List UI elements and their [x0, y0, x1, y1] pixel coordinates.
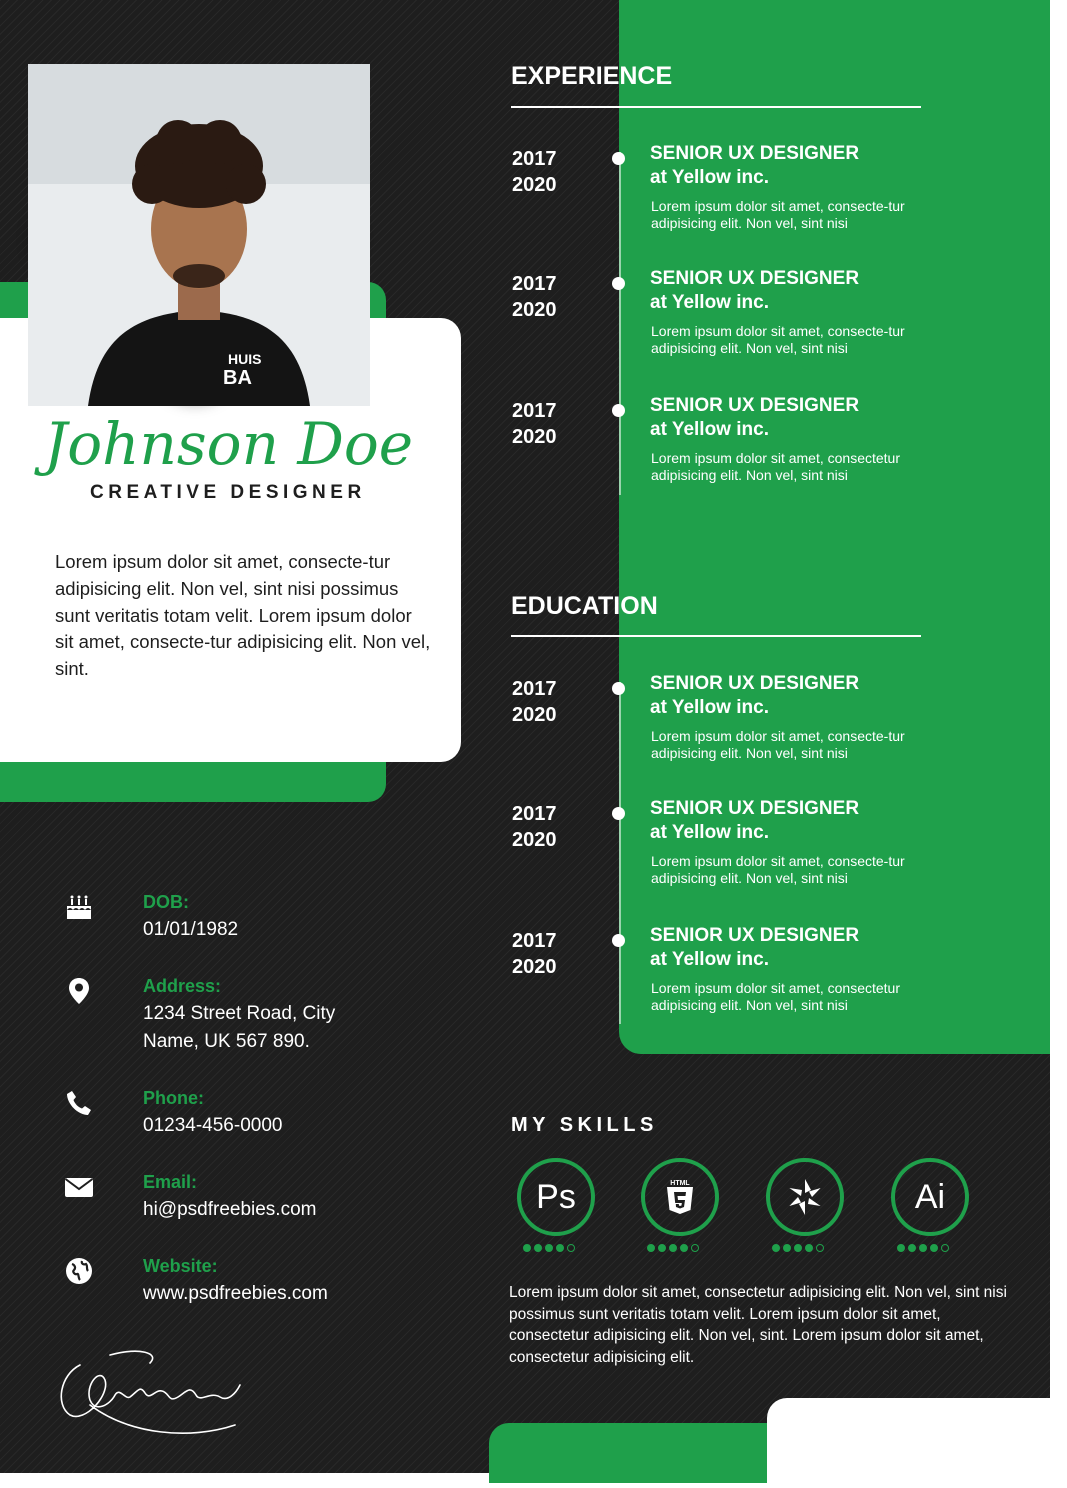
skill-rating: [647, 1244, 699, 1252]
svg-text:HUIS: HUIS: [228, 351, 262, 367]
entry-company: at Yellow inc.: [650, 419, 769, 440]
timeline-dot: [612, 682, 625, 695]
contact-value: www.psdfreebies.com: [143, 1283, 328, 1304]
entry-role: SENIOR UX DESIGNER: [650, 798, 860, 819]
skill-aperture: [766, 1158, 846, 1258]
entry-company: at Yellow inc.: [650, 697, 769, 718]
globe-icon: [64, 1256, 94, 1286]
illustrator-icon: Ai: [891, 1158, 969, 1236]
handwritten-signature-icon: [50, 1345, 250, 1445]
aperture-icon: [766, 1158, 844, 1236]
job-title: CREATIVE DESIGNER: [90, 482, 366, 503]
skill-html5: [641, 1158, 721, 1258]
entry-role: SENIOR UX DESIGNER: [650, 673, 860, 694]
experience-entry: [0, 268, 1050, 391]
html5-icon: [641, 1158, 719, 1236]
entry-years: 2017 2020: [512, 400, 557, 448]
experience-heading: EXPERIENCE: [511, 62, 673, 90]
experience-entry: [0, 143, 1050, 266]
birthday-cake-icon: [64, 892, 94, 922]
entry-role: SENIOR UX DESIGNER: [650, 395, 860, 416]
contact-value: 1234 Street Road, City Name, UK 567 890.: [143, 1003, 336, 1052]
skill-rating: [772, 1244, 824, 1252]
entry-description: Lorem ipsum dolor sit amet, consecte-tur adipisicing elit. Non vel, sint nisi: [651, 198, 905, 231]
location-pin-icon: [64, 976, 94, 1006]
entry-years: 2017 2020: [512, 930, 557, 978]
skill-illustrator: [891, 1158, 971, 1258]
skills-description: Lorem ipsum dolor sit amet, consectetur adipisicing elit. Non vel, sint nisi possimus sunt veritatis totam velit. Lorem ipsum dolor sit amet, consectetur adipisicing elit. Non vel, sint. Lorem ipsum dolor sit amet, consectetur adipisicing elit.: [509, 1284, 1007, 1366]
contact-label: DOB:: [143, 892, 189, 912]
contact-website: [0, 1256, 460, 1326]
contact-label: Email:: [143, 1172, 198, 1192]
svg-text:BA: BA: [223, 367, 252, 389]
phone-icon: [64, 1088, 94, 1118]
entry-description: Lorem ipsum dolor sit amet, consectetur adipisicing elit. Non vel, sint nisi: [651, 980, 900, 1013]
contact-dob: [0, 892, 460, 962]
entry-company: at Yellow inc.: [650, 292, 769, 313]
entry-years: 2017 2020: [512, 273, 557, 321]
timeline-dot: [612, 404, 625, 417]
skill-photoshop: [517, 1158, 597, 1258]
entry-years: 2017 2020: [512, 148, 557, 196]
entry-company: at Yellow inc.: [650, 822, 769, 843]
education-entry: [0, 673, 1050, 796]
contact-label: Website:: [143, 1256, 218, 1276]
timeline-dot: [612, 807, 625, 820]
experience-entry: [0, 395, 1050, 518]
entry-role: SENIOR UX DESIGNER: [650, 925, 860, 946]
entry-years: 2017 2020: [512, 678, 557, 726]
entry-company: at Yellow inc.: [650, 949, 769, 970]
contact-label: Address:: [143, 976, 222, 996]
footer-green-tab: [489, 1423, 809, 1483]
skill-rating: [897, 1244, 949, 1252]
photoshop-icon: Ps: [517, 1158, 595, 1236]
education-heading: EDUCATION: [511, 592, 658, 620]
entry-description: Lorem ipsum dolor sit amet, consecte-tur adipisicing elit. Non vel, sint nisi: [651, 853, 905, 886]
contact-label: Phone:: [143, 1088, 204, 1108]
education-rule: [511, 635, 921, 637]
experience-rule: [511, 106, 921, 108]
entry-description: Lorem ipsum dolor sit amet, consecte-tur adipisicing elit. Non vel, sint nisi: [651, 728, 905, 761]
timeline-dot: [612, 152, 625, 165]
entry-description: Lorem ipsum dolor sit amet, consecte-tur adipisicing elit. Non vel, sint nisi: [651, 323, 905, 356]
skills-heading: MY SKILLS: [511, 1114, 658, 1136]
contact-email: [0, 1172, 460, 1242]
entry-role: SENIOR UX DESIGNER: [650, 268, 860, 289]
svg-text:HTML: HTML: [670, 1180, 690, 1187]
timeline-dot: [612, 277, 625, 290]
profile-name: Johnson Doe: [44, 410, 414, 478]
entry-company: at Yellow inc.: [650, 167, 769, 188]
contact-value: 01234-456-0000: [143, 1115, 283, 1136]
about-text: Lorem ipsum dolor sit amet, consecte-tur adipisicing elit. Non vel, sint nisi possimus sunt veritatis totam velit. Lorem ipsum dolor sit amet, consecte-tur adipisicing elit. Non vel, sint.: [55, 551, 431, 680]
entry-role: SENIOR UX DESIGNER: [650, 143, 860, 164]
entry-description: Lorem ipsum dolor sit amet, consectetur adipisicing elit. Non vel, sint nisi: [651, 450, 900, 483]
skill-rating: [523, 1244, 575, 1252]
contact-phone: [0, 1088, 460, 1158]
contact-value: 01/01/1982: [143, 919, 239, 940]
email-icon: [64, 1172, 94, 1202]
footer-white-tab: [767, 1398, 1067, 1488]
contact-address: [0, 976, 460, 1052]
contact-value: hi@psdfreebies.com: [143, 1199, 317, 1220]
timeline-dot: [612, 934, 625, 947]
entry-years: 2017 2020: [512, 803, 557, 851]
